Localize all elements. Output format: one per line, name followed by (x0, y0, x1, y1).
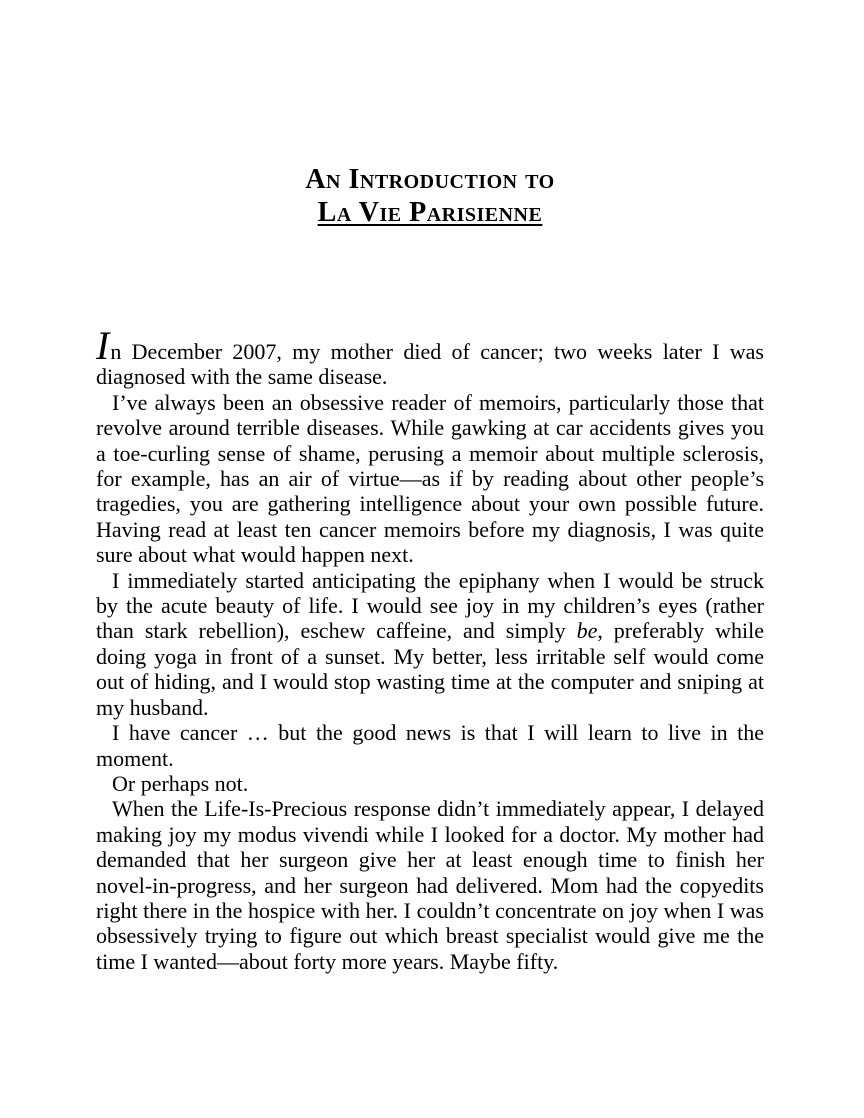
paragraph (96, 390, 764, 568)
paragraph (96, 323, 764, 390)
text-segment: Or perhaps not. (112, 770, 249, 796)
text-segment: I’ve always been an obsessive reader of memoirs, particularly those that revolve around terrible diseases. While gawking at car accidents gives you a toe-curling sense of shame, perusing a memoir about multiple sclerosis, for example, has an air of virtue—as if by reading about other people’s tragedies, you are gathering intelligence about your own possible future. Having read at least ten cancer memoirs before my diagnosis, I was quite sure about what would happen next. (96, 389, 764, 568)
paragraph (96, 796, 764, 974)
chapter-title-line-1: An Introduction to (305, 164, 555, 195)
text-segment: I immediately started anticipating the epiphany when I would be struck by the acute beauty of life. I would see joy in my children’s eyes (rather than stark rebellion), eschew caffeine, and simply (96, 567, 764, 644)
italic-text-segment: be (576, 618, 598, 644)
chapter-body (96, 323, 765, 974)
text-segment: , preferably while doing yoga in front of a sunset. My better, less irritable self would come out of hiding, and I would stop wasting time at the computer and sniping at my husband. (96, 618, 765, 720)
text-segment: n December 2007, my mother died of cancer; two weeks later I was diagnosed with the same disease. (96, 339, 764, 390)
paragraph (96, 720, 764, 771)
page-content (96, 0, 764, 974)
text-segment: I have cancer … but the good news is that I will learn to live in the moment. (96, 720, 764, 771)
chapter-title (96, 163, 764, 229)
raised-initial-cap: I (96, 323, 111, 368)
text-segment: When the Life-Is-Precious response didn’t immediately appear, I delayed making joy my modus vivendi while I looked for a doctor. My mother had demanded that her surgeon give her at least enough time to finish her novel-in-progress, and her surgeon had delivered. Mom had the copyedits right there in the hospice with her. I couldn’t concentrate on joy when I was obsessively trying to figure out which breast specialist would give me the time I wanted—about forty more years. Maybe fifty. (96, 796, 764, 974)
paragraph (96, 771, 764, 796)
paragraph (96, 568, 764, 720)
chapter-title-line-2: La Vie Parisienne (317, 197, 543, 228)
